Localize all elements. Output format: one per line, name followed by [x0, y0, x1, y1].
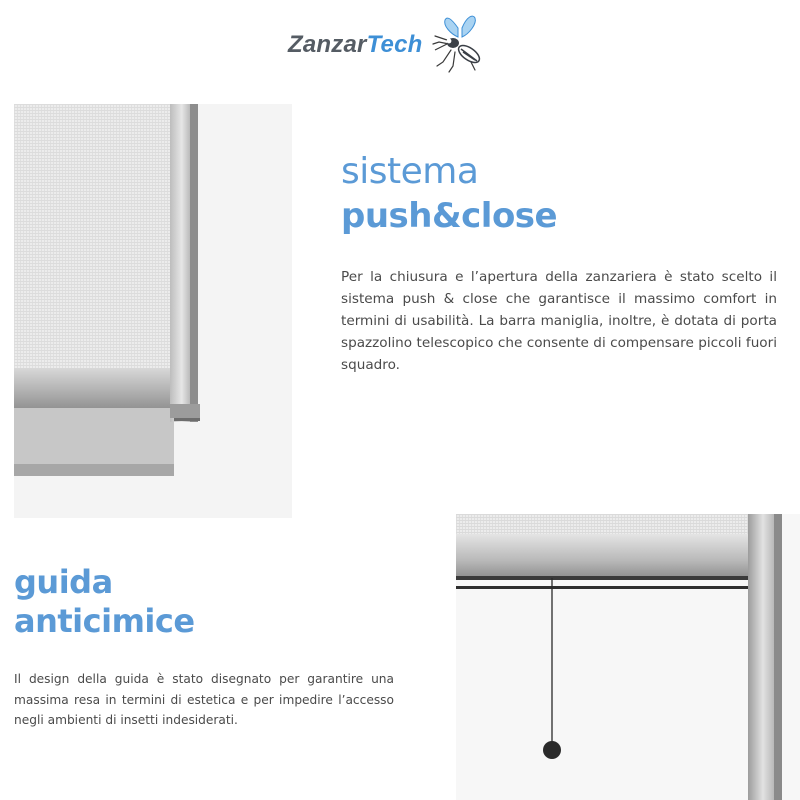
brand-logo	[288, 14, 489, 76]
section2-body: Il design della guida è stato disegnato per garantire una massima resa in termini di estetica e per impedire l’accesso negli ambienti di insetti indesiderati.	[14, 672, 394, 727]
brand-name: ZanzarTech	[288, 31, 423, 58]
section2-title-line1: guida	[14, 563, 113, 601]
section2-title-line2: anticimice	[14, 602, 195, 640]
product-photo-frame-corner	[14, 104, 292, 518]
section1-title-light: sistema	[341, 151, 479, 192]
mosquito-icon	[431, 14, 489, 76]
section1-title-bold: push&close	[341, 196, 558, 236]
product-photo-handle-bar	[456, 514, 800, 800]
section1-body: Per la chiusura e l’apertura della zanzariera è stato scelto il sistema push & close che garantisce il massimo comfort in termini di usabilità. La barra maniglia, inoltre, è dotata di porta spazzolino telescopico che consente di compensare piccoli fuori squadro.	[341, 269, 777, 373]
